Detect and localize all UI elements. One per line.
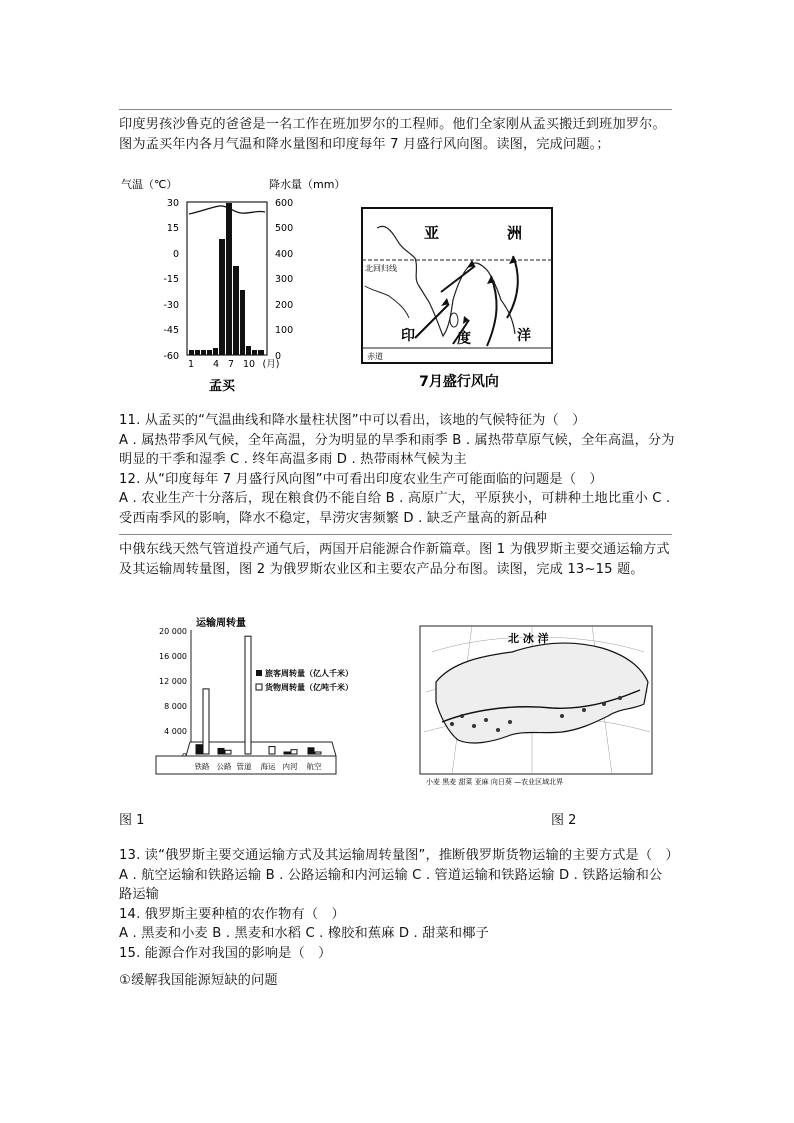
wind-map (362, 208, 552, 390)
temp-tick: -30 (163, 300, 179, 311)
section2-intro-text: 中俄东线天然气管道投产通气后，两国开启能源合作新篇章。图 1 为俄罗斯主要交通运输方式及其运输周转量图，图 2 为俄罗斯农业区和主要农产品分布图。读图，完成 13~15 题。 (119, 542, 670, 577)
figure-2-label: 图 2 (551, 813, 577, 828)
precip-bar (246, 346, 251, 355)
section1-figure (119, 168, 564, 402)
category-label: 海运 (260, 762, 276, 771)
question-12: 12. 从“印度每年 7 月盛行风向图”中可看出印度农业生产可能面临的问题是（ ） (119, 471, 603, 487)
climate-chart-caption: 孟买 (208, 379, 236, 394)
figure-1 (152, 612, 392, 788)
section1-figure-svg (119, 168, 564, 398)
question-12-options: A . 农业生产十分落后，现在粮食仍不能自给 B . 高原广大，平原狭小，可耕种土地比重小 C . 受西南季风的影响，降水不稳定，旱涝灾害频繁 D . 缺乏产量高的新品种 (119, 491, 671, 526)
question-15-item-1: ①缓解我国能源短缺的问题 (119, 973, 278, 988)
figure-2 (412, 612, 662, 792)
temp-tick: -45 (163, 325, 179, 336)
section-divider-top (119, 109, 672, 110)
y-tick: 4 000 (164, 727, 187, 736)
ocean-label: 洋 (517, 328, 531, 344)
legend-swatch-passenger (256, 670, 262, 676)
month-tick: (月) (262, 359, 280, 370)
precip-tick: 500 (275, 223, 294, 234)
category-label: 公路 (216, 762, 232, 771)
tropic-label: 北回归线 (365, 264, 397, 273)
question-11-options: A . 属热带季风气候，全年高温，分为明显的旱季和雨季 B . 属热带草原气候，全年高温，分为明显的干季和湿季 C . 终年高温多雨 D . 热带雨林气候为主 (119, 432, 675, 467)
question-15: 15. 能源合作对我国的影响是（ ） (119, 945, 332, 961)
temp-tick: -15 (163, 274, 179, 285)
y-tick: 8 000 (164, 702, 187, 711)
precip-bar (189, 350, 194, 355)
category-label: 管道 (236, 762, 252, 771)
category-label: 航空 (306, 762, 322, 771)
precip-axis-label: 降水量（mm） (269, 178, 346, 191)
precip-bar (240, 290, 245, 355)
temp-tick: 0 (172, 249, 179, 260)
climate-chart (121, 177, 345, 394)
bar-freight (269, 747, 275, 754)
precip-bar (258, 350, 264, 355)
bar-passenger (308, 748, 314, 754)
question-14: 14. 俄罗斯主要种植的农作物有（ ） (119, 906, 345, 922)
precip-bar (233, 266, 239, 355)
precip-bar (226, 203, 232, 355)
question-13: 13. 读“俄罗斯主要交通运输方式及其运输周转量图”，推断俄罗斯货物运输的主要方式是（ ） (119, 848, 679, 863)
temp-tick: 30 (166, 198, 179, 209)
section1-intro-text: 印度男孩沙鲁克的爸爸是一名工作在班加罗尔的工程师。他们全家刚从孟买搬迁到班加罗尔。图为孟买年内各月气温和降水量图和印度每年 7 月盛行风向图。读图，完成问题。； (119, 117, 666, 152)
wind-map-caption: 7月盛行风向 (419, 374, 499, 390)
ocean-label: 度 (457, 331, 471, 347)
bar-passenger (196, 745, 202, 754)
bar-passenger (284, 752, 290, 754)
precip-bar (207, 350, 212, 355)
ocean-label: 印 (401, 328, 415, 344)
bar-freight (203, 689, 209, 754)
month-tick: 1 (187, 359, 195, 370)
legend-freight: 货物周转量（亿吨千米） (265, 683, 353, 692)
asia-label: 洲 (507, 224, 523, 242)
bar-passenger (218, 748, 224, 754)
precip-bar (213, 348, 218, 355)
y-tick: 12 000 (159, 677, 187, 686)
figure-1-label: 图 1 (119, 813, 145, 828)
precip-tick: 600 (275, 198, 294, 209)
section1-intro (119, 115, 675, 154)
question-11: 11. 从孟买的“气温曲线和降水量柱状图”中可以看出，该地的气候特征为（ ） (119, 413, 586, 428)
precip-bar (219, 239, 225, 355)
bar-freight (245, 636, 251, 754)
map-legend: 小麦 黑麦 甜菜 亚麻 向日葵 —农业区域北界 (426, 778, 564, 786)
section-divider (119, 534, 672, 535)
month-tick: 10 (242, 359, 256, 370)
precip-tick: 100 (275, 325, 294, 336)
category-label: 内河 (282, 762, 298, 771)
bar-freight (291, 750, 297, 754)
bar-freight (225, 750, 231, 754)
month-tick: 4 (212, 359, 220, 370)
question-13-options: A . 航空运输和铁路运输 B . 公路运输和内河运输 C . 管道运输和铁路运输 D . 铁路运输和公路运输 (119, 867, 663, 902)
russia-map (412, 612, 662, 788)
month-tick: 7 (227, 359, 235, 370)
question-14-options: A . 黑麦和小麦 B . 黑麦和水稻 C . 橡胶和蕉麻 D . 甜菜和椰子 (119, 926, 489, 941)
section2-intro (119, 540, 675, 579)
legend-swatch-freight (256, 684, 262, 690)
precip-tick: 400 (275, 249, 294, 260)
bars-layer (196, 636, 321, 754)
questions-11-12 (119, 411, 675, 528)
precip-tick: 200 (275, 300, 294, 311)
precip-bar (252, 350, 257, 355)
equator-label: 赤道 (367, 352, 383, 361)
precip-tick: 0 (275, 351, 282, 362)
legend-passenger: 旅客周转量（亿人千米） (265, 669, 353, 678)
y-ticks (159, 627, 187, 761)
bar-freight (315, 752, 321, 754)
y-tick: 20 000 (159, 627, 187, 636)
temp-axis-label: 气温（℃） (121, 178, 178, 191)
y-tick: 16 000 (159, 652, 187, 661)
precip-tick: 300 (275, 274, 294, 285)
category-label: 铁路 (194, 762, 210, 771)
chart-title: 运输周转量 (196, 618, 246, 629)
precip-bar (201, 350, 206, 355)
questions-13-15 (119, 846, 679, 991)
precip-bar (195, 350, 200, 355)
temp-tick: -60 (163, 351, 179, 362)
transport-chart (152, 612, 392, 784)
asia-label: 亚 (424, 224, 440, 242)
temp-tick: 15 (166, 223, 179, 234)
arctic-ocean-label: 北 冰 洋 (508, 632, 549, 645)
precip-bars (189, 203, 264, 355)
